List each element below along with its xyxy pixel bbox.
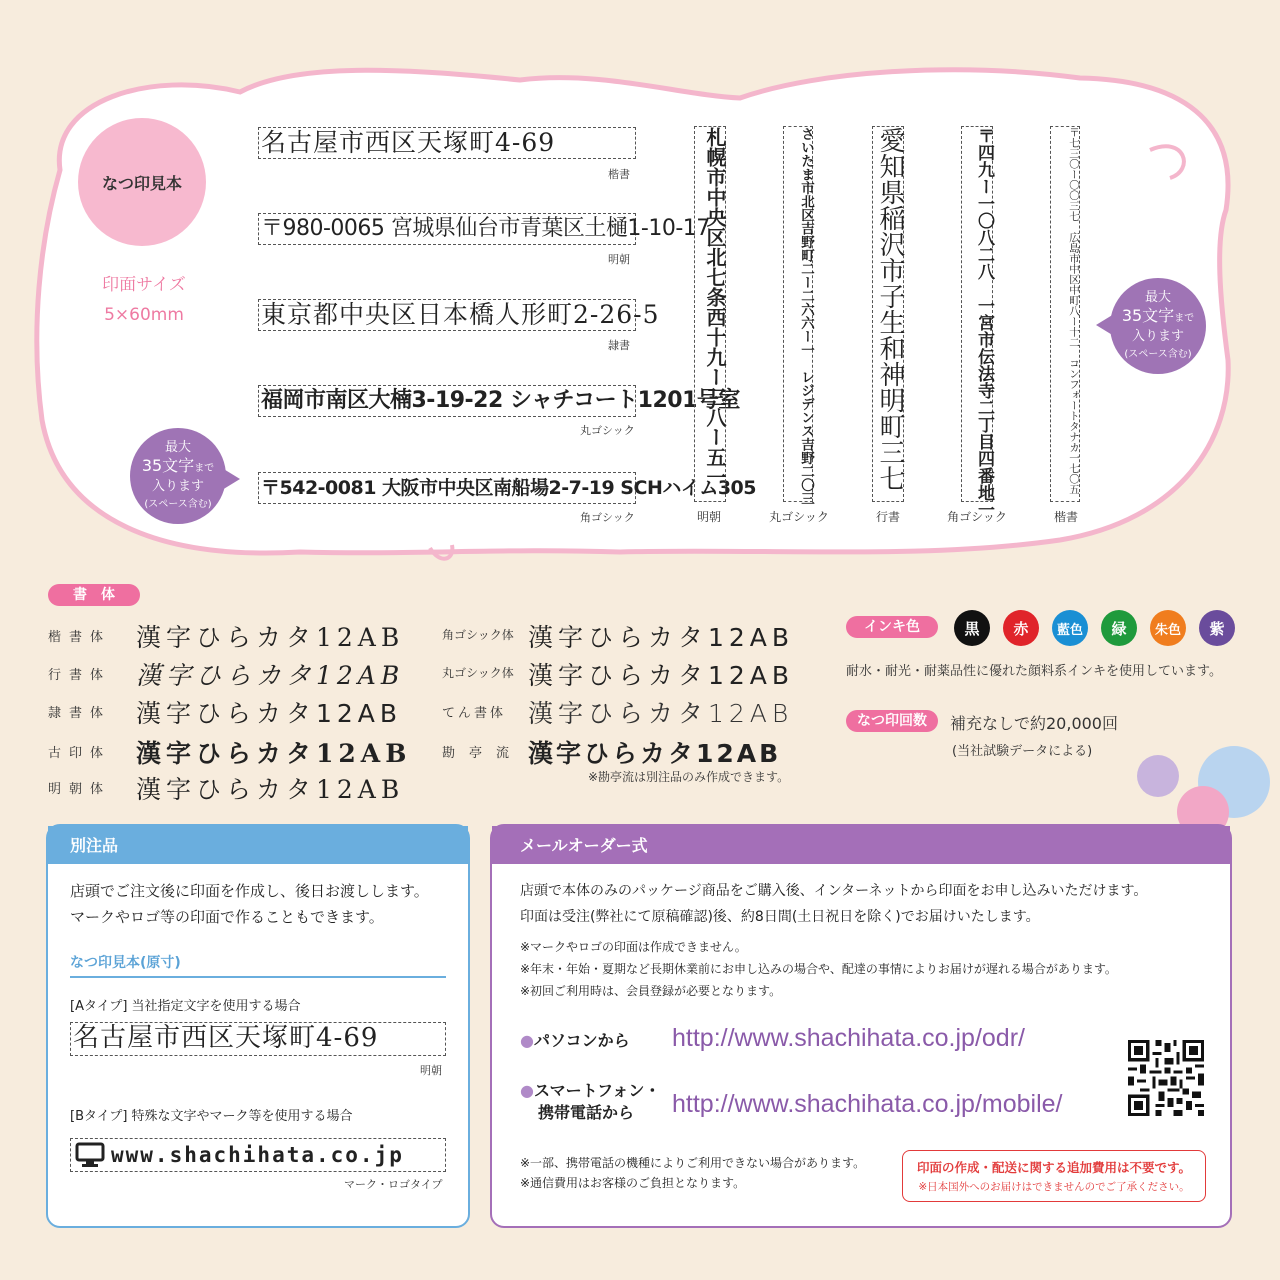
max-chars-bubble-right: 最大 35文字まで 入ります (スペース含む) [1110,278,1206,374]
font-name: 隷書体 [48,706,112,721]
vertical-sample-4: 〒四九ー一〇八二八 一宮市伝法寺二丁目四番地一 [961,126,993,502]
max-chars-bubble-left: 最大 35文字まで 入ります (スペース含む) [130,428,226,524]
ink-title-pill: インキ色 [846,616,938,638]
imprint-size-value: 5×60mm [104,305,184,325]
horizontal-sample-3: 東京都中央区日本橋人形町2-26-5 [258,299,636,331]
mail-note3: ※初回ご利用時は、会員登録が必要となります。 [520,984,782,998]
vertical-sample-3-font: 行書 [875,510,900,524]
count-note: (当社試験データによる) [952,744,1093,759]
font-row-mincho [48,770,428,804]
mail-order-panel [490,824,1232,1228]
horizontal-sample-5-font: 角ゴシック [580,511,635,524]
no-extra-cost-notice [902,1150,1206,1202]
fonts-title-pill: 書 体 [48,584,140,606]
mail-line2: 印面は受注(弊社にて原稿確認)後、約8日間(土日祝日を除く)でお届けいたします。 [520,909,1040,925]
ink-swatch: 紫 [1199,610,1235,646]
type-b-sample-box [70,1138,446,1172]
type-b-font: マーク・ロゴタイプ [344,1178,443,1191]
bullet-icon: ● [520,1081,534,1100]
font-row-reisho [48,694,428,728]
vertical-sample-2: さいたま市北区吉野町二ー二六六ー一 レジデンス吉野二〇三 [783,126,813,502]
horizontal-sample-2-font: 明朝 [608,253,630,266]
type-a-font: 明朝 [420,1064,442,1077]
type-b-sample: www.shachihata.co.jp [111,1143,404,1167]
ink-swatch: 黒 [954,610,990,646]
mail-note1: ※マークやロゴの印面は作成できません。 [520,940,747,954]
mail-note5: ※通信費用はお客様のご負担となります。 [520,1176,746,1190]
subtitle-underline [70,976,446,978]
count-title-pill: なつ印回数 [846,710,938,732]
special-order-panel [46,824,470,1228]
font-row-kanteiryu [442,734,812,768]
sample-title-circle: なつ印見本 [78,118,206,246]
mobile-url-link[interactable]: http://www.shachihata.co.jp/mobile/ [672,1090,1063,1118]
warn-line1: 印面の作成・配送に関する追加費用は不要です。 [916,1160,1191,1175]
font-name: 丸ゴシック体 [442,666,514,680]
decor-circle-purple [1137,755,1179,797]
vertical-sample-2-font: 丸ゴシック [769,510,829,524]
mail-note4: ※一部、携帯電話の機種によりご利用できない場合があります。 [520,1156,866,1170]
warn-line2: ※日本国外へのお届けはできませんのでご了承ください。 [918,1181,1190,1193]
font-row-koin [48,734,428,768]
font-row-gyosho [48,656,428,690]
horizontal-sample-4-font: 丸ゴシック [580,424,635,437]
ink-description: 耐水・耐光・耐薬品性に優れた顔料系インキを使用しています。 [846,664,1222,679]
font-sample: 漢字ひらカタ12AB [136,699,403,728]
special-order-title: 別注品 [48,826,468,864]
mobile-label: ●スマートフォン・ 携帯電話から [520,1081,661,1122]
font-name: 行書体 [48,668,112,683]
font-name: 勘亭流 [442,746,524,761]
font-name: 古印体 [48,746,112,761]
font-sample: 漢字ひらカタ12AB [528,661,795,690]
ink-swatch: 藍色 [1052,610,1088,646]
kanteiryu-note: ※勘亭流は別注品のみ作成できます。 [588,770,790,784]
font-name: 明朝体 [48,782,112,797]
vertical-sample-5-font: 楷書 [1053,510,1078,524]
mail-note2: ※年末・年始・夏期など長期休業前にお申し込みの場合や、配達の事情によりお届けが遅れる場合があります。 [520,962,1117,976]
vertical-sample-1-font: 明朝 [696,510,721,524]
font-sample: 漢字ひらカタ12AB [136,623,405,652]
font-sample: 漢字ひらカタ12AB [528,699,794,728]
horizontal-sample-1-font: 楷書 [608,168,630,181]
imprint-size [84,270,204,330]
qr-code-icon [1128,1040,1204,1116]
vertical-sample-5: 〒七三〇ー〇〇三七 広島市中区中町八ー十二 コンフォートタナカ一七〇五 [1050,126,1080,502]
ink-swatch: 緑 [1101,610,1137,646]
computer-icon [75,1142,105,1168]
font-row-maru-gothic [442,656,812,690]
imprint-size-label: 印面サイズ [102,275,186,295]
font-sample: 漢字ひらカタ12AB [528,623,795,652]
special-sample-subtitle: なつ印見本(原寸) [70,955,181,971]
type-a-sample: 名古屋市西区天塚町4-69 [70,1022,446,1056]
horizontal-sample-5: 〒542-0081 大阪市中央区南船場2-7-19 SCHハイム305 [258,472,636,504]
bubble-left-pointer [222,468,242,490]
horizontal-sample-4: 福岡市南区大楠3-19-22 シャチコート1201号室 [258,385,636,417]
font-sample: 漢字ひらカタ12AB [528,739,782,768]
type-a-label: [Aタイプ] 当社指定文字を使用する場合 [70,999,301,1014]
horizontal-sample-3-font: 隷書 [608,339,630,352]
ink-swatch: 朱色 [1150,610,1186,646]
type-b-label: [Bタイプ] 特殊な文字やマーク等を使用する場合 [70,1109,353,1124]
mail-line1: 店頭で本体のみのパッケージ商品をご購入後、インターネットから印面をお申し込みいただけます。 [520,883,1148,899]
special-order-line2: マークやロゴ等の印面で作ることもできます。 [70,908,384,926]
font-row-tensho [442,694,812,728]
pc-label: ●パソコンから [520,1031,630,1050]
count-value: 補充なしで約20,000回 [950,714,1118,733]
font-row-kaku-gothic [442,618,812,652]
vertical-sample-1: 札幌市中央区北七条西十九ー三八ー五一 [694,126,726,502]
pc-url-link[interactable]: http://www.shachihata.co.jp/odr/ [672,1024,1025,1052]
horizontal-sample-1: 名古屋市西区天塚町4-69 [258,127,636,159]
ink-swatch: 赤 [1003,610,1039,646]
horizontal-sample-2: 〒980-0065 宮城県仙台市青葉区土樋1-10-17 [258,213,636,245]
font-name: 楷書体 [48,630,112,645]
font-name: てん書体 [442,706,507,721]
bullet-icon: ● [520,1031,534,1050]
bubble-right-pointer [1094,314,1114,336]
font-name: 角ゴシック体 [442,628,514,642]
font-sample: 漢字ひらカタ12AB [136,739,412,768]
vertical-sample-3: 愛知県稲沢市子生和神明町三七 [872,126,904,502]
font-sample: 漢字ひらカタ12AB [136,775,405,804]
font-row-kaisho [48,618,428,652]
font-sample: 漢字ひらカタ12AB [136,661,405,690]
mail-order-title: メールオーダー式 [492,826,1230,864]
special-order-line1: 店頭でご注文後に印面を作成し、後日お渡しします。 [70,882,429,900]
vertical-sample-4-font: 角ゴシック [947,510,1007,524]
